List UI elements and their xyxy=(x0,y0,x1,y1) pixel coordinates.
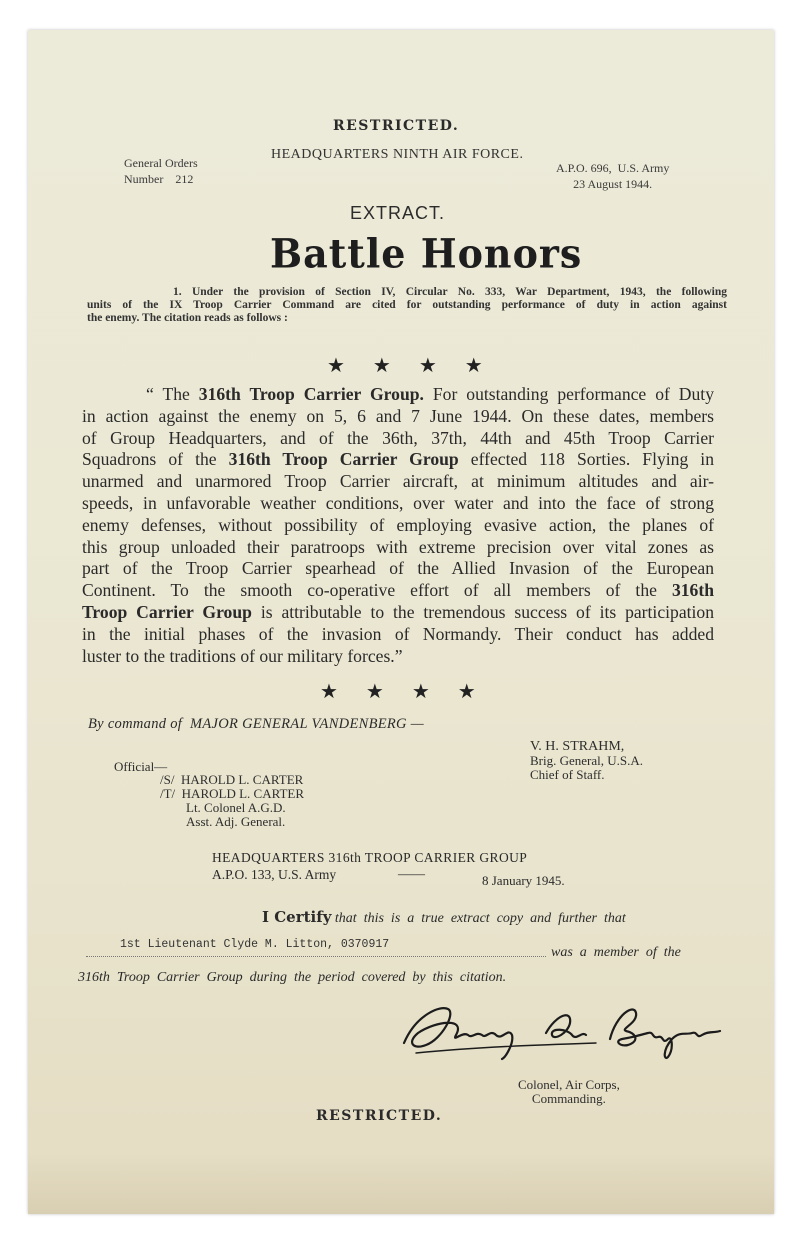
citation-line-2: in action against the enemy on 5, 6 and 7 June 1944. On these dates, members xyxy=(82,405,714,426)
carter-block xyxy=(160,773,304,829)
certify-word: I Certify xyxy=(262,908,332,926)
restricted-footer: RESTRICTED. xyxy=(316,1108,443,1124)
citation-text-segment: effected 118 Sorties. Flying in xyxy=(458,449,714,470)
citation-text-segment: For outstanding performance of Duty xyxy=(423,384,714,404)
citation-line-4 xyxy=(82,449,714,471)
citation-line-3: of Group Headquarters, and of the 36th, 37th, 44th and 45th Troop Carrier xyxy=(82,427,714,448)
citation-line-11 xyxy=(82,602,714,624)
stars-divider-bottom: ★★★★ xyxy=(320,681,504,703)
hq-heading: HEADQUARTERS NINTH AIR FORCE. xyxy=(271,147,524,162)
extract-heading: EXTRACT. xyxy=(350,203,446,223)
strahm-rank: Brig. General, U.S.A. xyxy=(530,753,644,768)
restricted-header: RESTRICTED. xyxy=(333,118,460,134)
citation-line-7: enemy defenses, without possibility of employing evasive action, the planes of xyxy=(82,514,714,535)
carter-rank: Lt. Colonel A.G.D. xyxy=(186,800,286,815)
intro-paragraph xyxy=(87,286,727,325)
unit-name: 316th xyxy=(671,580,714,601)
was-member-text: was a member of the xyxy=(551,945,681,960)
citation-line-5: unarmed and unarmored Troop Carrier aircraft, at minimum altitudes and air- xyxy=(82,471,714,492)
commanding-officer-title xyxy=(518,1078,620,1106)
strahm-name: V. H. STRAHM, xyxy=(530,739,625,754)
hq-date: 8 January 1945. xyxy=(482,873,565,888)
typed-soldier-name: 1st Lieutenant Clyde M. Litton, 0370917 xyxy=(120,938,390,951)
citation-line-6: speeds, in unfavorable weather conditions, over water and into the face of strong xyxy=(82,492,714,513)
co-title: Commanding. xyxy=(531,1091,606,1106)
citation-line-12: in the initial phases of the invasion of Normandy. Their conduct has added xyxy=(82,623,714,644)
order-date: 23 August 1944. xyxy=(573,177,653,191)
citation-text-segment: Continent. To the smooth co-operative effort of all members of the xyxy=(82,580,672,601)
apo-block xyxy=(556,160,669,192)
general-orders xyxy=(124,155,198,187)
citation-line-8: this group unloaded their paratroops with extreme precision over vital zones as xyxy=(82,536,714,557)
citation-text-segment: Squadrons of the xyxy=(82,449,229,470)
citation-line-10 xyxy=(82,580,714,602)
citation-line-1 xyxy=(82,384,714,406)
official-label: Official— xyxy=(114,759,168,774)
dash-separator: —— xyxy=(398,866,425,881)
apo-line: A.P.O. 696, U.S. Army xyxy=(556,161,670,175)
hq-316th: HEADQUARTERS 316th TROOP CARRIER GROUP xyxy=(212,850,528,865)
intro-line-1: 1. Under the provision of Section IV, Circular No. 333, War Department, 1943, the following xyxy=(173,286,727,298)
intro-line-3: the enemy. The citation reads as follows : xyxy=(87,312,288,324)
battle-honors-title: Battle Honors xyxy=(270,229,583,278)
citation-text-segment: “ The xyxy=(146,384,199,404)
group-period-line: 316th Troop Carrier Group during the period covered by this citation. xyxy=(78,970,507,985)
stars-divider-top: ★★★★ xyxy=(327,355,511,377)
carter-typed: /T/ HAROLD L. CARTER xyxy=(160,786,305,801)
intro-line-2: units of the IX Troop Carrier Command are cited for outstanding performance of duty in action against xyxy=(87,299,727,311)
chief-of-staff-block xyxy=(530,740,643,782)
general-orders-label: General Orders xyxy=(124,156,198,170)
paper-shading xyxy=(28,1154,774,1214)
certify-text: that this is a true extract copy and further that xyxy=(331,911,626,926)
citation-text-segment: is attributable to the tremendous success of its participation xyxy=(251,601,714,622)
apo-133: A.P.O. 133, U.S. Army xyxy=(212,867,337,882)
certify-line xyxy=(262,908,626,927)
citation-line-13: luster to the traditions of our military forces.” xyxy=(82,645,403,666)
unit-name: Troop Carrier Group xyxy=(82,601,252,622)
by-command-line: By command of MAJOR GENERAL VANDENBERG — xyxy=(88,716,424,732)
unit-name: 316th Troop Carrier Group. xyxy=(198,384,424,404)
strahm-title: Chief of Staff. xyxy=(530,767,605,782)
carter-title: Asst. Adj. General. xyxy=(186,814,286,829)
unit-name: 316th Troop Carrier Group xyxy=(228,449,459,470)
citation-text xyxy=(82,384,714,667)
co-rank: Colonel, Air Corps, xyxy=(518,1077,620,1092)
handwritten-signature xyxy=(396,995,726,1067)
signature-graphic xyxy=(396,995,726,1067)
general-orders-number: Number 212 xyxy=(124,172,194,186)
carter-signed: /S/ HAROLD L. CARTER xyxy=(160,772,304,787)
citation-line-9: part of the Troop Carrier spearhead of the Allied Invasion of the European xyxy=(82,558,714,579)
